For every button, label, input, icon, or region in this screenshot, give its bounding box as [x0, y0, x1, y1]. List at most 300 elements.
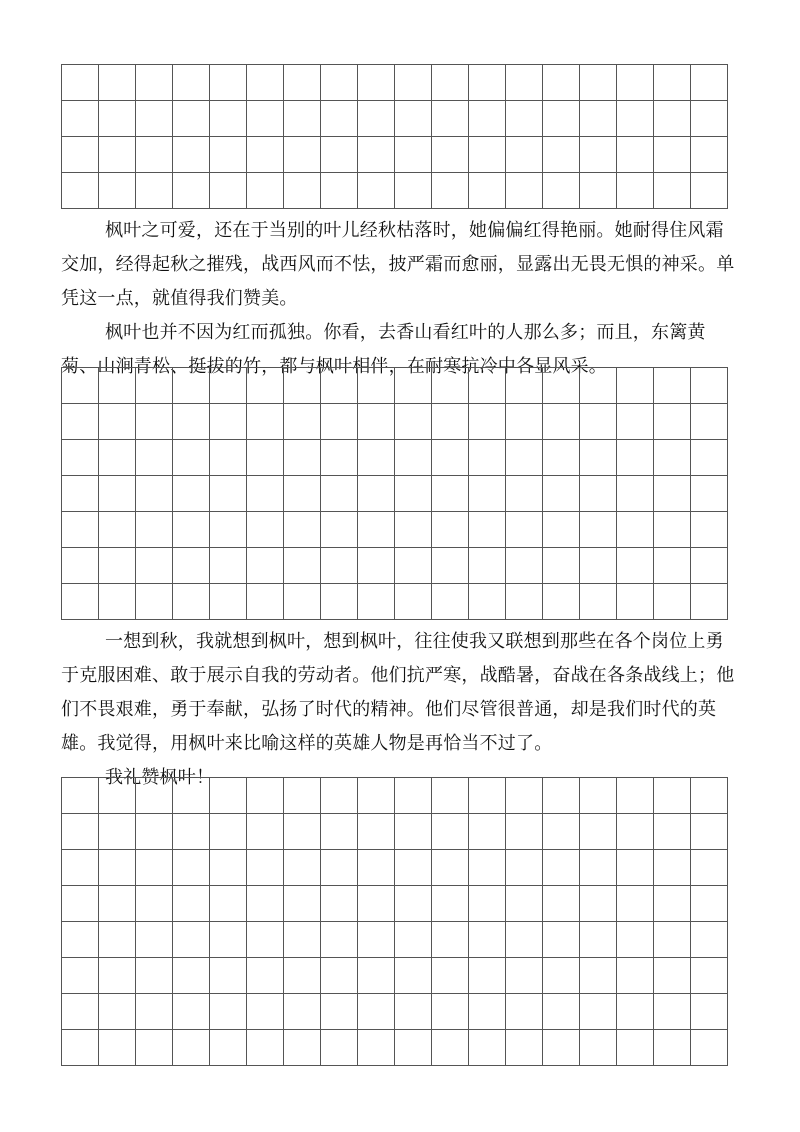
grid-cell — [284, 173, 321, 209]
grid-cell — [580, 137, 617, 173]
grid-cell — [210, 440, 247, 476]
grid-cell — [654, 886, 691, 922]
grid-cell — [173, 778, 210, 814]
grid-cell — [210, 404, 247, 440]
grid-cell — [321, 65, 358, 101]
grid-cell — [62, 137, 99, 173]
grid-cell — [173, 922, 210, 958]
grid-cell — [358, 101, 395, 137]
grid-cell — [321, 886, 358, 922]
grid-cell — [543, 850, 580, 886]
grid-cell — [506, 476, 543, 512]
grid-cell — [210, 476, 247, 512]
grid-cell — [506, 778, 543, 814]
grid-cell — [99, 101, 136, 137]
grid-cell — [173, 476, 210, 512]
grid-cell — [210, 65, 247, 101]
grid-cell — [173, 65, 210, 101]
grid-cell — [210, 850, 247, 886]
grid-cell — [432, 137, 469, 173]
grid-cell — [469, 476, 506, 512]
grid-cell — [432, 548, 469, 584]
grid-cell — [617, 922, 654, 958]
grid-cell — [247, 173, 284, 209]
grid-cell — [432, 476, 469, 512]
grid-cell — [506, 886, 543, 922]
grid-cell — [136, 440, 173, 476]
grid-cell — [136, 922, 173, 958]
grid-cell — [210, 778, 247, 814]
grid-cell — [580, 778, 617, 814]
grid-cell — [469, 173, 506, 209]
grid-cell — [506, 814, 543, 850]
grid-cell — [358, 173, 395, 209]
grid-cell — [506, 958, 543, 994]
grid-cell — [284, 958, 321, 994]
grid-cell — [247, 994, 284, 1030]
grid-cell — [284, 922, 321, 958]
grid-cell — [654, 548, 691, 584]
grid-cell — [62, 584, 99, 620]
grid-cell — [580, 65, 617, 101]
grid-cell — [395, 368, 432, 404]
grid-cell — [358, 1030, 395, 1066]
grid-cell — [506, 512, 543, 548]
grid-cell — [210, 922, 247, 958]
grid-cell — [284, 137, 321, 173]
grid-cell — [321, 173, 358, 209]
grid-cell — [321, 994, 358, 1030]
grid-cell — [321, 404, 358, 440]
grid-cell — [358, 814, 395, 850]
grid-row — [62, 137, 728, 173]
grid-cell — [358, 584, 395, 620]
grid-cell — [691, 137, 728, 173]
grid-cell — [284, 548, 321, 584]
grid-cell — [321, 584, 358, 620]
grid-cell — [210, 173, 247, 209]
grid-cell — [543, 958, 580, 994]
grid-cell — [62, 850, 99, 886]
grid-cell — [284, 101, 321, 137]
grid-cell — [654, 173, 691, 209]
grid-cell — [358, 994, 395, 1030]
grid-row — [62, 814, 728, 850]
grid-cell — [247, 584, 284, 620]
grid-cell — [284, 584, 321, 620]
grid-cell — [284, 512, 321, 548]
grid-cell — [617, 850, 654, 886]
grid-row — [62, 476, 728, 512]
grid-cell — [247, 512, 284, 548]
grid-cell — [617, 101, 654, 137]
grid-cell — [173, 137, 210, 173]
grid-cell — [358, 65, 395, 101]
grid-cell — [62, 404, 99, 440]
grid-cell — [432, 440, 469, 476]
grid-cell — [321, 476, 358, 512]
grid-cell — [210, 584, 247, 620]
grid-cell — [617, 814, 654, 850]
grid-cell — [395, 137, 432, 173]
grid-cell — [210, 368, 247, 404]
grid-cell — [136, 1030, 173, 1066]
grid-cell — [506, 137, 543, 173]
grid-cell — [543, 814, 580, 850]
grid-cell — [173, 101, 210, 137]
grid-cell — [432, 958, 469, 994]
grid-cell — [136, 137, 173, 173]
grid-cell — [62, 512, 99, 548]
grid-cell — [654, 850, 691, 886]
grid-cell — [136, 512, 173, 548]
grid-row — [62, 584, 728, 620]
grid-cell — [284, 814, 321, 850]
grid-row — [62, 958, 728, 994]
grid-cell — [358, 440, 395, 476]
grid-cell — [506, 1030, 543, 1066]
grid-row — [62, 512, 728, 548]
grid-cell — [506, 584, 543, 620]
grid-cell — [247, 137, 284, 173]
grid-cell — [321, 814, 358, 850]
grid-cell — [580, 548, 617, 584]
grid-cell — [469, 65, 506, 101]
grid-row — [62, 440, 728, 476]
grid-row — [62, 368, 728, 404]
grid-cell — [580, 922, 617, 958]
grid-cell — [506, 548, 543, 584]
grid-cell — [469, 404, 506, 440]
grid-cell — [691, 101, 728, 137]
grid-cell — [654, 778, 691, 814]
grid-cell — [395, 65, 432, 101]
grid-cell — [321, 512, 358, 548]
grid-cell — [358, 137, 395, 173]
grid-cell — [432, 101, 469, 137]
grid-cell — [99, 476, 136, 512]
grid-cell — [543, 584, 580, 620]
grid-cell — [173, 440, 210, 476]
grid-cell — [321, 778, 358, 814]
grid-cell — [210, 994, 247, 1030]
grid-cell — [654, 958, 691, 994]
grid-cell — [136, 101, 173, 137]
grid-cell — [395, 548, 432, 584]
grid-cell — [395, 512, 432, 548]
grid-cell — [284, 850, 321, 886]
grid-cell — [617, 1030, 654, 1066]
grid-cell — [469, 512, 506, 548]
grid-cell — [173, 850, 210, 886]
grid-cell — [691, 584, 728, 620]
writing-grid-middle — [61, 367, 728, 620]
grid-cell — [173, 994, 210, 1030]
grid-cell — [284, 440, 321, 476]
grid-cell — [580, 814, 617, 850]
grid-cell — [395, 814, 432, 850]
writing-grid-bottom — [61, 777, 728, 1066]
grid-cell — [247, 548, 284, 584]
grid-cell — [580, 958, 617, 994]
grid-cell — [136, 778, 173, 814]
grid-cell — [358, 778, 395, 814]
grid-cell — [580, 404, 617, 440]
grid-cell — [321, 850, 358, 886]
grid-cell — [136, 850, 173, 886]
grid-cell — [358, 886, 395, 922]
paragraph-3: 一想到秋，我就想到枫叶，想到枫叶，往往使我又联想到那些在各个岗位上勇于克服困难、敢于展示自我的劳动者。他们抗严寒，战酷暑，奋战在各条战线上；他们不畏艰难，勇于奉献，弘扬了时代的精神。他们尽管很普通，却是我们时代的英雄。我觉得，用枫叶来比喻这样的英雄人物是再恰当不过了。 — [61, 631, 735, 754]
grid-cell — [210, 548, 247, 584]
grid-cell — [395, 778, 432, 814]
grid-cell — [99, 814, 136, 850]
grid-row — [62, 1030, 728, 1066]
grid-cell — [247, 850, 284, 886]
grid-row — [62, 886, 728, 922]
grid-cell — [543, 512, 580, 548]
grid-cell — [99, 404, 136, 440]
grid-cell — [62, 886, 99, 922]
grid-cell — [691, 173, 728, 209]
grid-row — [62, 173, 728, 209]
grid-cell — [469, 922, 506, 958]
grid-cell — [395, 584, 432, 620]
grid-cell — [136, 584, 173, 620]
grid-cell — [617, 958, 654, 994]
grid-cell — [506, 994, 543, 1030]
grid-cell — [395, 922, 432, 958]
grid-cell — [469, 548, 506, 584]
grid-cell — [654, 404, 691, 440]
grid-cell — [580, 101, 617, 137]
grid-cell — [99, 1030, 136, 1066]
grid-row — [62, 101, 728, 137]
grid-cell — [617, 137, 654, 173]
grid-cell — [136, 404, 173, 440]
grid-cell — [210, 101, 247, 137]
grid-cell — [99, 958, 136, 994]
grid-cell — [691, 404, 728, 440]
grid-cell — [395, 1030, 432, 1066]
grid-cell — [543, 404, 580, 440]
grid-cell — [691, 368, 728, 404]
grid-cell — [617, 404, 654, 440]
grid-cell — [247, 440, 284, 476]
grid-cell — [654, 584, 691, 620]
grid-cell — [469, 850, 506, 886]
grid-cell — [506, 850, 543, 886]
grid-cell — [543, 994, 580, 1030]
grid-cell — [469, 778, 506, 814]
grid-cell — [210, 1030, 247, 1066]
grid-cell — [691, 548, 728, 584]
grid-cell — [173, 814, 210, 850]
grid-cell — [469, 440, 506, 476]
grid-cell — [321, 1030, 358, 1066]
grid-cell — [580, 476, 617, 512]
grid-cell — [469, 958, 506, 994]
grid-cell — [617, 994, 654, 1030]
grid-cell — [432, 994, 469, 1030]
grid-row — [62, 548, 728, 584]
grid-cell — [506, 173, 543, 209]
grid-cell — [247, 1030, 284, 1066]
grid-cell — [580, 584, 617, 620]
grid-cell — [543, 173, 580, 209]
grid-cell — [173, 173, 210, 209]
grid-cell — [691, 778, 728, 814]
grid-cell — [469, 101, 506, 137]
grid-cell — [543, 368, 580, 404]
grid-row — [62, 778, 728, 814]
grid-cell — [469, 368, 506, 404]
grid-cell — [99, 548, 136, 584]
grid-cell — [173, 1030, 210, 1066]
grid-cell — [580, 368, 617, 404]
grid-cell — [99, 922, 136, 958]
grid-cell — [136, 65, 173, 101]
paragraph-4: 我礼赞枫叶！ — [105, 767, 215, 788]
grid-cell — [469, 994, 506, 1030]
grid-cell — [62, 994, 99, 1030]
grid-cell — [136, 476, 173, 512]
grid-cell — [506, 101, 543, 137]
grid-cell — [173, 584, 210, 620]
grid-cell — [506, 368, 543, 404]
grid-cell — [358, 512, 395, 548]
grid-cell — [321, 922, 358, 958]
grid-cell — [617, 65, 654, 101]
grid-cell — [469, 584, 506, 620]
grid-cell — [210, 958, 247, 994]
grid-cell — [136, 368, 173, 404]
grid-cell — [395, 404, 432, 440]
grid-cell — [654, 101, 691, 137]
grid-row — [62, 404, 728, 440]
grid-cell — [432, 65, 469, 101]
grid-cell — [432, 1030, 469, 1066]
grid-cell — [136, 548, 173, 584]
grid-cell — [654, 65, 691, 101]
grid-cell — [691, 440, 728, 476]
grid-cell — [247, 886, 284, 922]
grid-cell — [543, 778, 580, 814]
grid-cell — [247, 404, 284, 440]
grid-cell — [62, 368, 99, 404]
grid-cell — [580, 512, 617, 548]
grid-cell — [543, 440, 580, 476]
grid-cell — [173, 958, 210, 994]
grid-cell — [617, 173, 654, 209]
grid-cell — [62, 922, 99, 958]
grid-cell — [395, 958, 432, 994]
grid-cell — [247, 958, 284, 994]
grid-cell — [210, 814, 247, 850]
grid-cell — [62, 548, 99, 584]
grid-cell — [358, 850, 395, 886]
grid-cell — [617, 440, 654, 476]
grid-cell — [543, 1030, 580, 1066]
grid-cell — [284, 404, 321, 440]
grid-cell — [62, 440, 99, 476]
grid-cell — [654, 994, 691, 1030]
grid-cell — [432, 173, 469, 209]
grid-cell — [691, 850, 728, 886]
grid-cell — [617, 476, 654, 512]
grid-cell — [432, 778, 469, 814]
grid-cell — [62, 814, 99, 850]
grid-cell — [543, 922, 580, 958]
grid-cell — [136, 958, 173, 994]
grid-cell — [99, 65, 136, 101]
grid-cell — [395, 440, 432, 476]
grid-cell — [247, 814, 284, 850]
grid-cell — [580, 440, 617, 476]
grid-cell — [506, 65, 543, 101]
grid-cell — [617, 584, 654, 620]
grid-cell — [432, 512, 469, 548]
grid-cell — [210, 886, 247, 922]
grid-cell — [432, 584, 469, 620]
grid-cell — [469, 1030, 506, 1066]
grid-cell — [99, 994, 136, 1030]
grid-cell — [469, 814, 506, 850]
grid-cell — [62, 778, 99, 814]
grid-cell — [469, 137, 506, 173]
grid-cell — [99, 886, 136, 922]
grid-cell — [395, 173, 432, 209]
grid-cell — [432, 850, 469, 886]
grid-cell — [99, 173, 136, 209]
grid-cell — [173, 368, 210, 404]
grid-cell — [691, 512, 728, 548]
grid-cell — [247, 778, 284, 814]
grid-cell — [284, 65, 321, 101]
grid-cell — [580, 886, 617, 922]
grid-cell — [99, 778, 136, 814]
grid-cell — [247, 101, 284, 137]
grid-cell — [62, 476, 99, 512]
grid-cell — [580, 994, 617, 1030]
grid-cell — [654, 512, 691, 548]
paragraph-1: 枫叶之可爱，还在于当别的叶儿经秋枯落时，她偏偏红得艳丽。她耐得住风霜交加，经得起秋之摧残，战西风而不怯，披严霜而愈丽，显露出无畏无惧的神采。单凭这一点，就值得我们赞美。 — [61, 220, 735, 309]
grid-cell — [543, 101, 580, 137]
grid-cell — [136, 173, 173, 209]
grid-cell — [321, 958, 358, 994]
grid-cell — [691, 922, 728, 958]
grid-cell — [247, 65, 284, 101]
grid-cell — [321, 137, 358, 173]
grid-cell — [321, 548, 358, 584]
grid-cell — [432, 922, 469, 958]
grid-cell — [358, 958, 395, 994]
grid-cell — [284, 368, 321, 404]
grid-cell — [691, 476, 728, 512]
grid-cell — [210, 512, 247, 548]
grid-cell — [654, 1030, 691, 1066]
grid-cell — [247, 476, 284, 512]
grid-cell — [62, 101, 99, 137]
grid-cell — [432, 886, 469, 922]
grid-cell — [580, 173, 617, 209]
grid-cell — [395, 101, 432, 137]
grid-cell — [580, 1030, 617, 1066]
grid-cell — [543, 137, 580, 173]
grid-cell — [395, 476, 432, 512]
grid-cell — [136, 814, 173, 850]
grid-cell — [691, 886, 728, 922]
grid-cell — [432, 404, 469, 440]
